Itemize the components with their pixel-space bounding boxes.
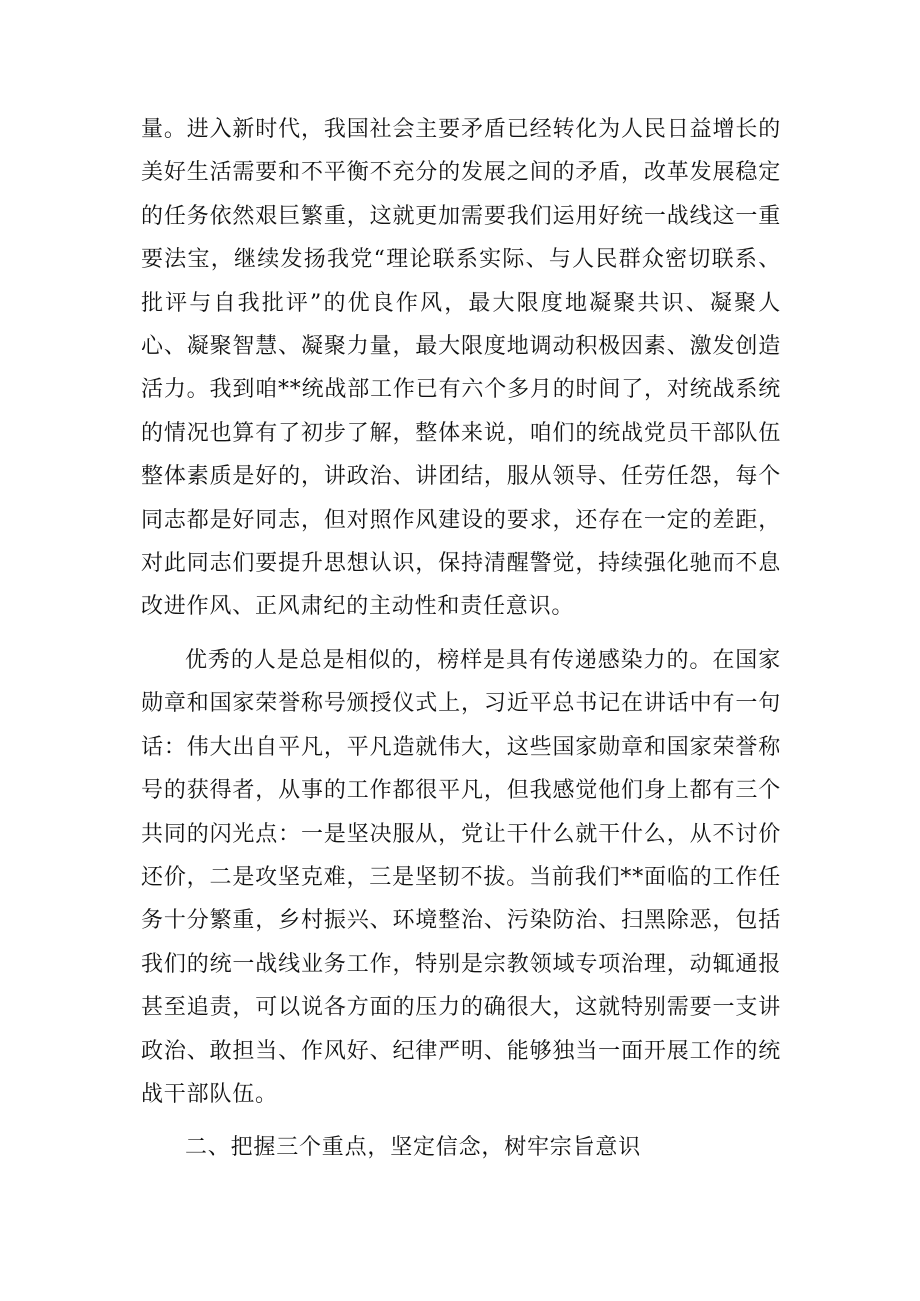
section-heading: 二、把握三个重点，坚定信念，树牢宗旨意识 (185, 1135, 642, 1161)
paragraph-1: 量。进入新时代，我国社会主要矛盾已经转化为人民日益增长的美好生活需要和不平衡不充分的发展之间的矛盾，改革发展稳定的任务依然艰巨繁重，这就更加需要我们运用好统一战线这一重要法宝，继续发扬我党“理论联系实际、与人民群众密切联系、批评与自我批评”的优良作风，最大限度地凝聚共识、凝聚人心、凝聚智慧、凝聚力量，最大限度地调动积极因素、激发创造活力。我到咱**统战部工作已有六个多月的时间了，对统战系统的情况也算有了初步了解，整体来说，咱们的统战党员干部队伍整体素质是好的，讲政治、讲团结，服从领导、任劳任怨，每个同志都是好同志，但对照作风建设的要求，还存在一定的差距，对此同志们要提升思想认识，保持清醒警觉，持续强化驰而不息改进作风、正风肃纪的主动性和责任意识。 (141, 117, 781, 620)
paragraph-2: 优秀的人是总是相似的，榜样是具有传递感染力的。在国家勋章和国家荣誉称号颁授仪式上，习近平总书记在讲话中有一句话：伟大出自平凡，平凡造就伟大，这些国家勋章和国家荣誉称号的获得者，从事的工作都很平凡，但我感觉他们身上都有三个共同的闪光点：一是坚决服从，党让干什么就干什么，从不讨价还价，二是攻坚克难，三是坚韧不拔。当前我们**面临的工作任务十分繁重，乡村振兴、环境整治、污染防治、扫黑除恶，包括我们的统一战线业务工作，特别是宗教领域专项治理，动辄通报甚至追责，可以说各方面的压力的确很大，这就特别需要一支讲政治、敢担当、作风好、纪律严明、能够独当一面开展工作的统战干部队伍。 (141, 647, 781, 1107)
document-body (141, 108, 781, 1170)
